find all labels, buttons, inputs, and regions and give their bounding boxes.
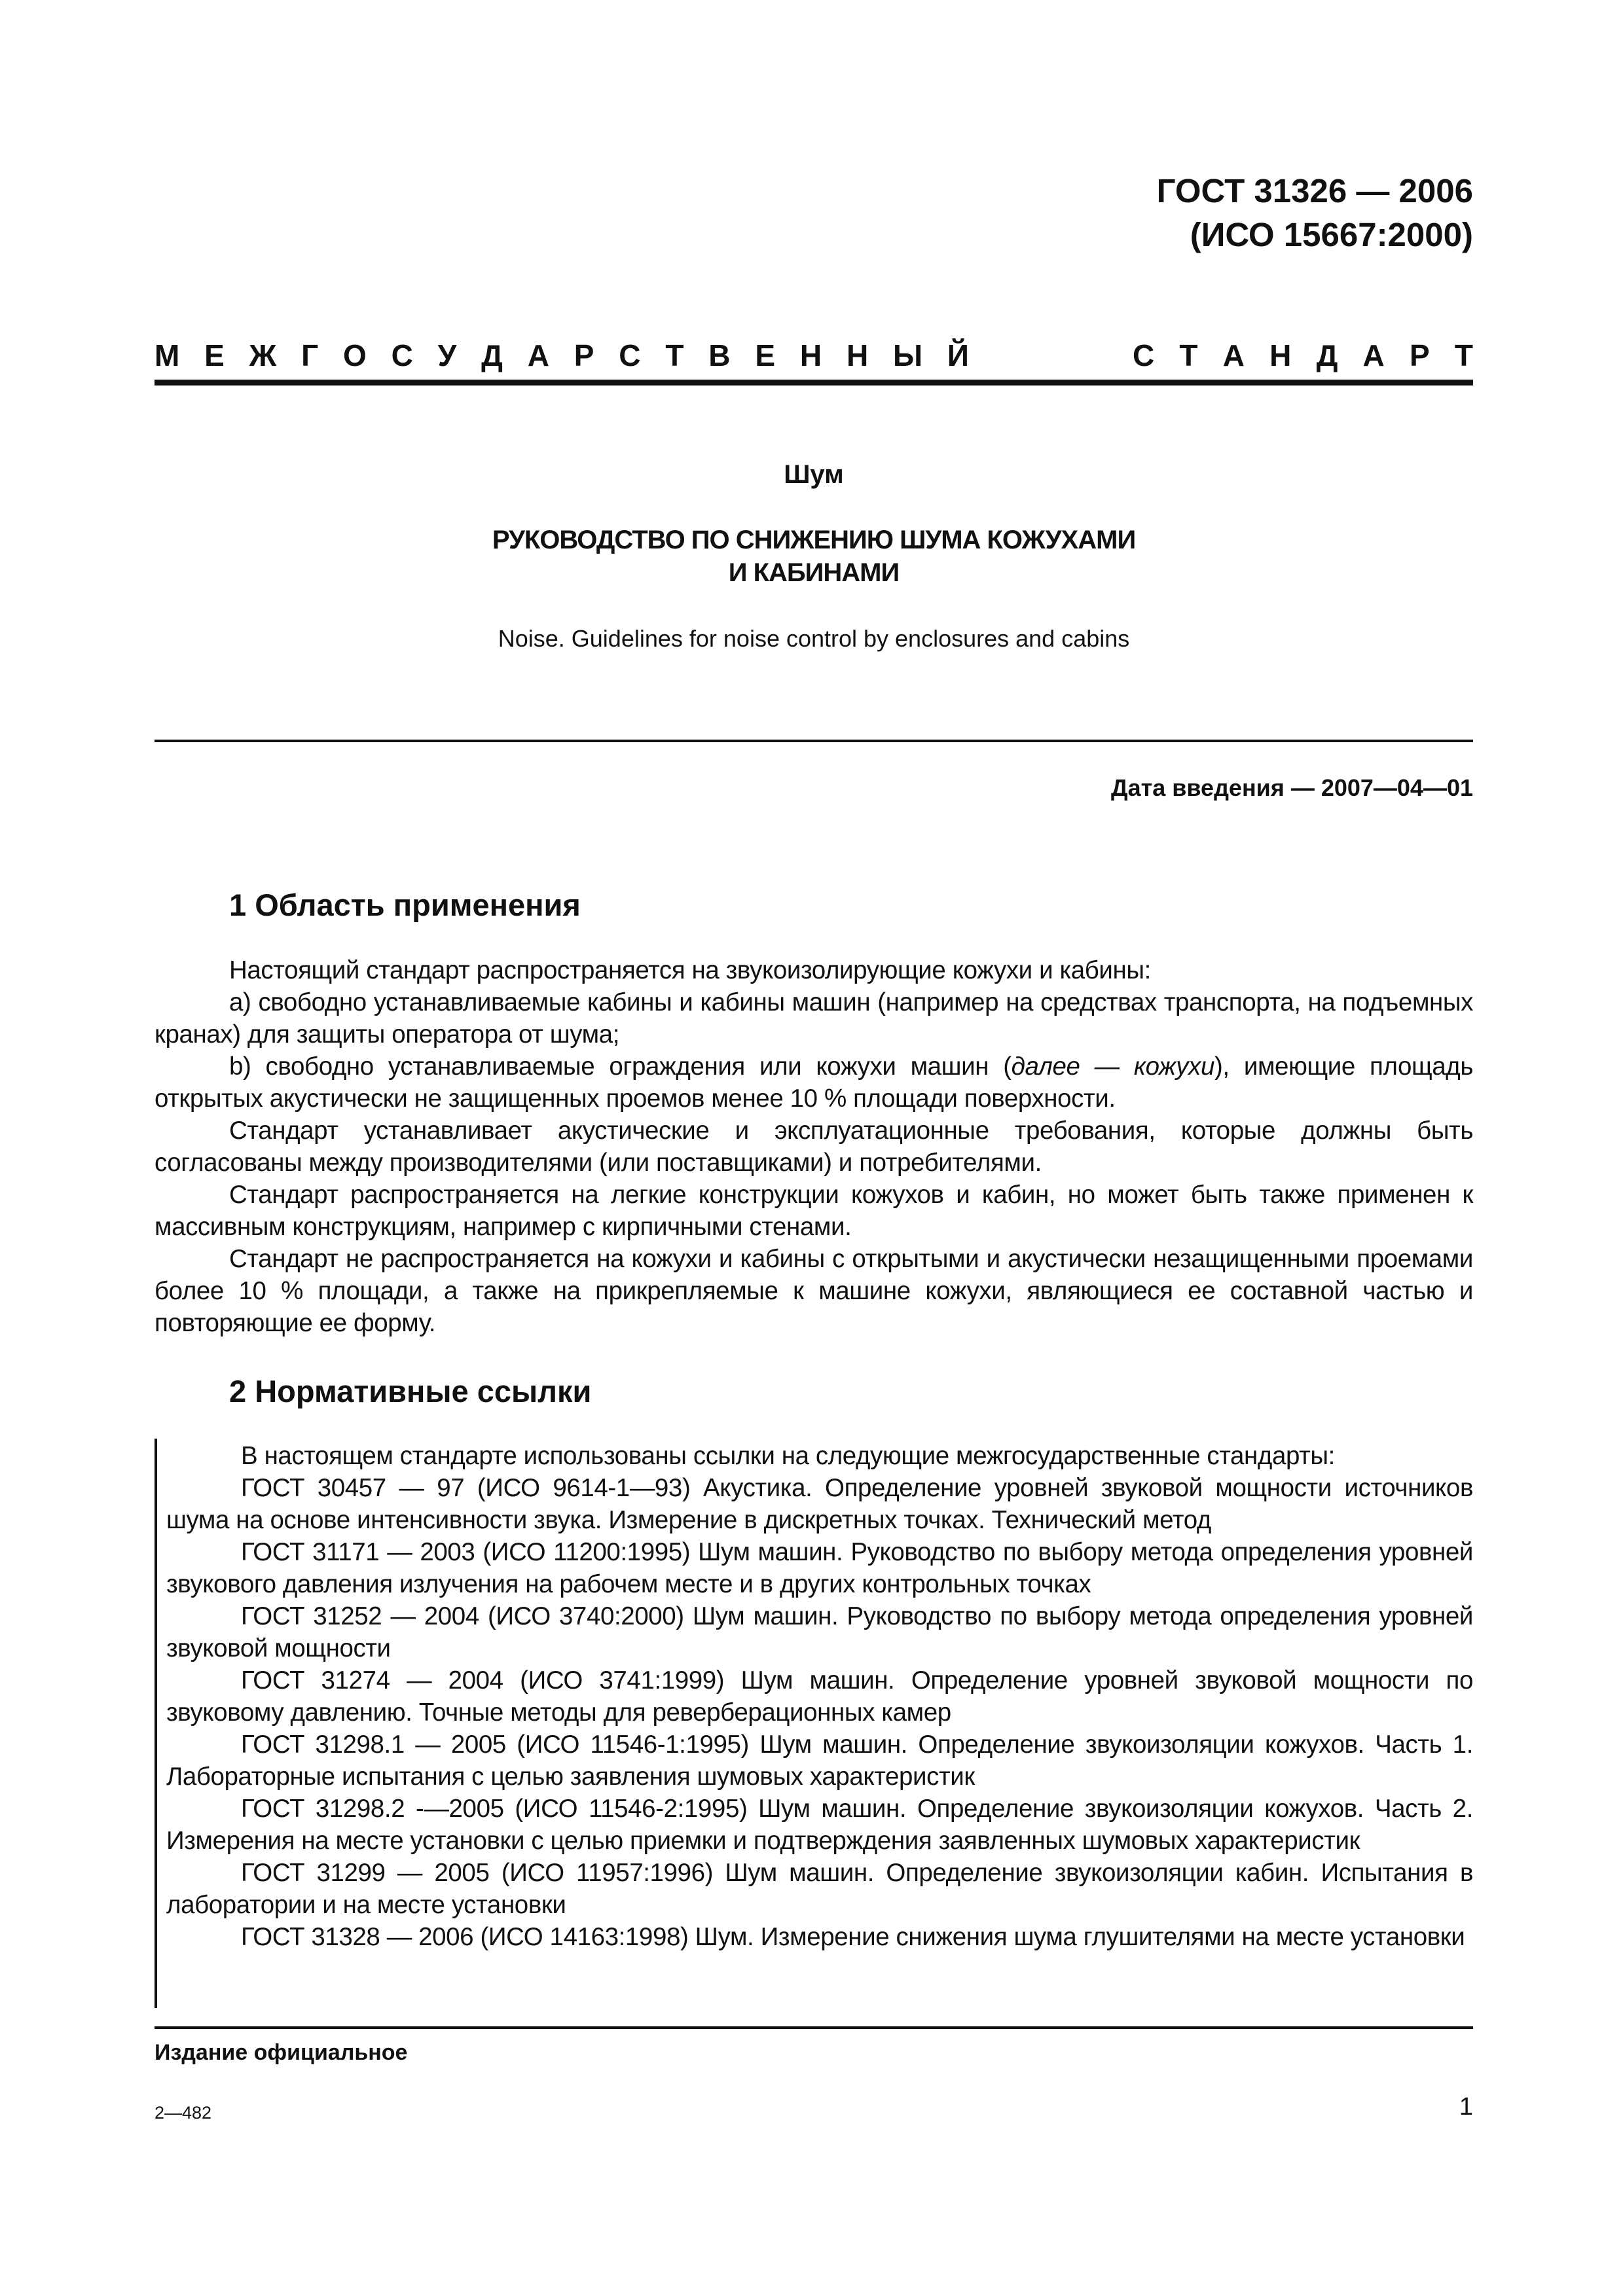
reference-item: ГОСТ 31298.1 — 2005 (ИСО 11546-1:1995) Шум машин. Определение звукоизоляции кожухов. Часть 1. Лабораторные испытания с целью заявления шумовых характеристик [166, 1731, 1473, 1791]
paragraph: a) свободно устанавливаемые кабины и кабины машин (например на средствах транспорта, на подъемных кранах) для защиты оператора от шума; [155, 988, 1473, 1049]
banner-letter: Н [799, 338, 822, 372]
section-1-body [155, 954, 1473, 1339]
header-divider [155, 380, 1473, 386]
banner-letter: С [391, 338, 413, 372]
banner-letter: У [437, 338, 457, 372]
title-ru-line-2: И КАБИНАМИ [728, 558, 900, 587]
banner-letter: Т [665, 338, 684, 372]
banner-letter: Д [1316, 338, 1338, 372]
banner-letter: Т [1179, 338, 1198, 372]
banner-letter: Т [1454, 338, 1473, 372]
gost-number: ГОСТ 31326 — 2006 [1156, 172, 1473, 209]
order-number: 2—482 [155, 2103, 212, 2123]
standard-type-banner [155, 332, 1473, 378]
reference-item: ГОСТ 30457 — 97 (ИСО 9614-1—93) Акустика. Определение уровней звуковой мощности источников шума на основе интенсивности звука. Измерение в дискретных точках. Технический метод [166, 1474, 1473, 1534]
reference-item: ГОСТ 31274 — 2004 (ИСО 3741:1999) Шум машин. Определение уровней звуковой мощности по звуковому давлению. Точные методы для реверберационных камер [166, 1666, 1473, 1727]
document-title-ru [155, 524, 1473, 589]
banner-letter: Р [574, 338, 594, 372]
title-divider [155, 740, 1473, 742]
introduction-date: Дата введения — 2007—04—01 [1110, 774, 1473, 801]
page-number: 1 [1459, 2093, 1473, 2121]
reference-item: ГОСТ 31252 — 2004 (ИСО 3740:2000) Шум машин. Руководство по выбору метода определения уровней звуковой мощности [166, 1602, 1473, 1662]
change-marker-bar [155, 1439, 157, 2008]
paragraph: Стандарт распространяется на легкие конструкции кожухов и кабин, но может быть также применен к массивным конструкциям, например с кирпичными стенами. [155, 1181, 1473, 1241]
banner-letter: А [1222, 338, 1245, 372]
banner-letter: Ж [249, 338, 277, 372]
paragraph: Стандарт устанавливает акустические и эксплуатационные требования, которые должны быть согласованы между производителями (или поставщиками) и потребителями. [155, 1117, 1473, 1177]
banner-letter: С [1133, 338, 1155, 372]
banner-letter: Г [301, 338, 319, 372]
banner-letter: Н [846, 338, 869, 372]
iso-number: (ИСО 15667:2000) [1190, 216, 1473, 253]
document-title-en: Noise. Guidelines for noise control by enclosures and cabins [498, 625, 1130, 652]
banner-letter: Р [1409, 338, 1430, 372]
reference-item: ГОСТ 31298.2 -—2005 (ИСО 11546-2:1995) Шум машин. Определение звукоизоляции кожухов. Часть 2. Измерения на месте установки с целью приемки и подтверждения заявленных шумовых характеристик [166, 1795, 1473, 1855]
official-edition-label: Издание официальное [155, 2040, 408, 2065]
banner-letter: Д [481, 338, 503, 372]
section-1-heading: 1 Область применения [229, 888, 581, 922]
reference-item: ГОСТ 31328 — 2006 (ИСО 14163:1998) Шум. Измерение снижения шума глушителями на месте установки [241, 1923, 1465, 1951]
banner-word-interstate [155, 338, 969, 373]
banner-letter: А [1362, 338, 1385, 372]
paragraph: Настоящий стандарт распространяется на звукоизолирующие кожухи и кабины: [229, 956, 1151, 984]
paragraph: В настоящем стандарте использованы ссылки на следующие межгосударственные стандарты: [241, 1442, 1335, 1470]
banner-letter: Е [204, 338, 225, 372]
document-subject: Шум [784, 460, 844, 489]
banner-letter: Н [1269, 338, 1292, 372]
document-code-block [1157, 169, 1473, 257]
banner-word-standard [1133, 338, 1473, 373]
paragraph-italic-term: далее — кожухи [1011, 1052, 1214, 1081]
paragraph: Стандарт не распространяется на кожухи и кабины с открытыми и акустически незащищенными проемами более 10 % площади, а также на прикрепляемые к машине кожухи, являющиеся ее составной частью и повторяющие ее форму. [155, 1245, 1473, 1337]
banner-letter: В [708, 338, 731, 372]
reference-item: ГОСТ 31171 — 2003 (ИСО 11200:1995) Шум машин. Руководство по выбору метода определения уровней звукового давления излучения на рабочем месте и в других контрольных точках [166, 1538, 1473, 1598]
banner-letter: Й [947, 338, 969, 372]
banner-letter: А [527, 338, 549, 372]
paragraph [155, 1050, 1473, 1115]
paragraph-text: ), имеющие площадь открытых акустически не защищенных проемов менее 10 % площади поверхности. [155, 1052, 1473, 1113]
banner-letter: М [155, 338, 180, 372]
banner-letter: О [342, 338, 367, 372]
paragraph-text: b) свободно устанавливаемые ограждения или кожухи машин ( [229, 1052, 1012, 1081]
reference-item: ГОСТ 31299 — 2005 (ИСО 11957:1996) Шум машин. Определение звукоизоляции кабин. Испытания в лаборатории и на месте установки [166, 1859, 1473, 1919]
section-2-body [166, 1440, 1473, 1953]
footer-divider [155, 2026, 1473, 2029]
banner-letter: Ы [893, 338, 923, 372]
banner-letter: С [619, 338, 641, 372]
banner-letter: Е [755, 338, 776, 372]
title-ru-line-1: РУКОВОДСТВО ПО СНИЖЕНИЮ ШУМА КОЖУХАМИ [492, 526, 1136, 554]
section-2-heading: 2 Нормативные ссылки [229, 1374, 592, 1408]
